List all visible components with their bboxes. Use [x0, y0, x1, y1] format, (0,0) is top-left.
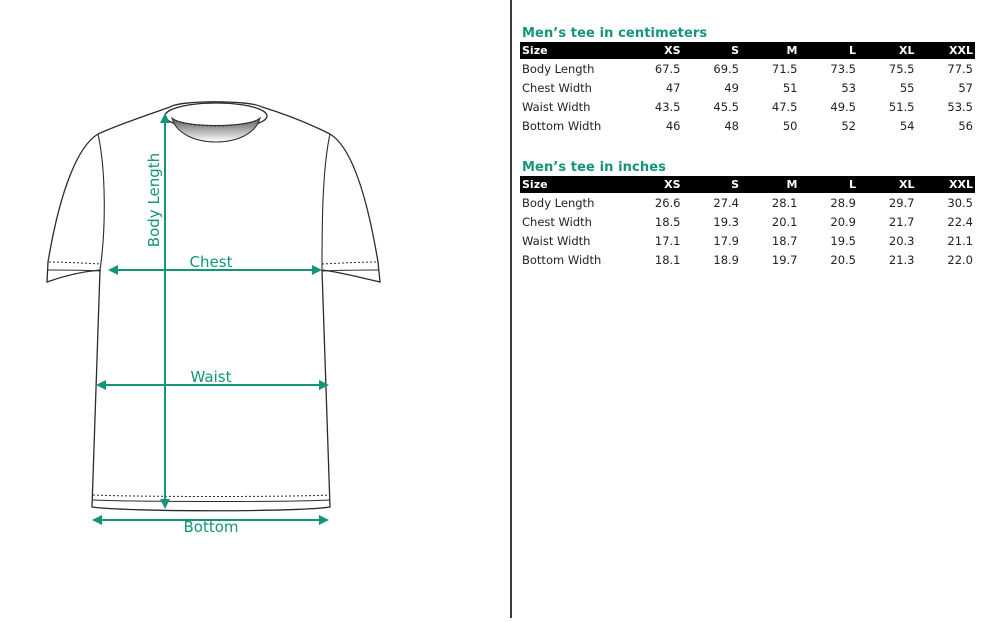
table-cell: 50: [782, 118, 798, 133]
table-cell: 54: [899, 118, 915, 133]
table-cell: 18.9: [713, 252, 739, 267]
table-cell: 30.5: [947, 195, 973, 210]
table-cell: 19.3: [713, 214, 739, 229]
column-header: XXL: [949, 178, 973, 191]
column-header: M: [786, 178, 798, 191]
column-header: S: [731, 44, 739, 57]
table-cell: 73.5: [830, 61, 856, 76]
table-cell: 75.5: [888, 61, 915, 76]
table-row: [520, 231, 975, 250]
table-cell: 45.5: [713, 99, 739, 114]
table-cell: 67.5: [654, 61, 681, 76]
column-header: L: [848, 178, 856, 191]
table-cell: 27.4: [713, 195, 739, 210]
table-cell: 22.0: [947, 252, 973, 267]
table-cell: 18.7: [771, 233, 798, 248]
table-cell: 51: [782, 80, 798, 95]
cm-table-title: Men’s tee in centimeters: [522, 26, 708, 41]
waist-label: Waist: [190, 368, 232, 386]
row-label: Waist Width: [522, 233, 591, 248]
table-cell: 52: [841, 118, 856, 133]
table-cell: 21.3: [888, 252, 915, 267]
table-cell: 21.1: [947, 233, 973, 248]
table-row: [520, 78, 975, 97]
table-cell: 71.5: [771, 61, 798, 76]
row-label: Bottom Width: [522, 118, 602, 133]
row-label: Body Length: [522, 195, 595, 210]
table-cell: 17.9: [713, 233, 739, 248]
table-cell: 47.5: [771, 99, 798, 114]
table-cell: 53: [841, 80, 856, 95]
column-header: L: [848, 44, 856, 57]
table-cell: 20.9: [830, 214, 856, 229]
table-header-row: [520, 176, 975, 193]
column-header: XL: [899, 44, 915, 57]
body-length-label: Body Length: [145, 152, 163, 248]
table-cell: 28.1: [771, 195, 798, 210]
table-cell: 22.4: [947, 214, 973, 229]
table-cell: 57: [958, 80, 973, 95]
table-cell: 26.6: [654, 195, 681, 210]
column-header: XXL: [949, 44, 973, 57]
table-cell: 18.5: [654, 214, 681, 229]
table-cell: 69.5: [713, 61, 739, 76]
table-cell: 55: [899, 80, 915, 95]
table-row: [520, 193, 975, 212]
cm-size-table: [520, 42, 975, 135]
table-row: [520, 59, 975, 78]
table-row: [520, 250, 975, 269]
table-cell: 49: [724, 80, 739, 95]
table-cell: 47: [665, 80, 681, 95]
tshirt-outline: [47, 102, 380, 511]
table-cell: 20.5: [830, 252, 856, 267]
column-header: M: [786, 44, 798, 57]
column-header: Size: [522, 44, 548, 57]
column-header: XS: [664, 178, 681, 191]
table-cell: 28.9: [830, 195, 856, 210]
table-row: [520, 116, 975, 135]
table-row: [520, 97, 975, 116]
table-cell: 18.1: [654, 252, 681, 267]
inch-table-block: [520, 160, 978, 269]
size-tables-panel: [520, 26, 978, 294]
table-cell: 20.1: [771, 214, 798, 229]
row-label: Bottom Width: [522, 252, 602, 267]
row-label: Chest Width: [522, 80, 592, 95]
table-cell: 19.5: [830, 233, 856, 248]
column-header: Size: [522, 178, 548, 191]
table-cell: 21.7: [888, 214, 915, 229]
table-cell: 46: [665, 118, 681, 133]
column-header: S: [731, 178, 739, 191]
table-cell: 43.5: [654, 99, 681, 114]
table-cell: 56: [958, 118, 973, 133]
column-header: XS: [664, 44, 681, 57]
panel-divider: [510, 0, 512, 618]
chest-label: Chest: [189, 253, 233, 271]
table-cell: 53.5: [947, 99, 973, 114]
table-cell: 29.7: [888, 195, 915, 210]
table-cell: 49.5: [830, 99, 856, 114]
inch-size-table: [520, 176, 975, 269]
row-label: Chest Width: [522, 214, 592, 229]
table-cell: 51.5: [888, 99, 915, 114]
table-cell: 19.7: [771, 252, 798, 267]
row-label: Waist Width: [522, 99, 591, 114]
table-header-row: [520, 42, 975, 59]
table-cell: 48: [724, 118, 739, 133]
row-label: Body Length: [522, 61, 595, 76]
column-header: XL: [899, 178, 915, 191]
inch-table-title: Men’s tee in inches: [522, 160, 666, 175]
table-cell: 17.1: [654, 233, 681, 248]
table-cell: 20.3: [888, 233, 915, 248]
table-row: [520, 212, 975, 231]
table-cell: 77.5: [947, 61, 973, 76]
bottom-label: Bottom: [183, 518, 239, 536]
cm-table-block: [520, 26, 978, 135]
